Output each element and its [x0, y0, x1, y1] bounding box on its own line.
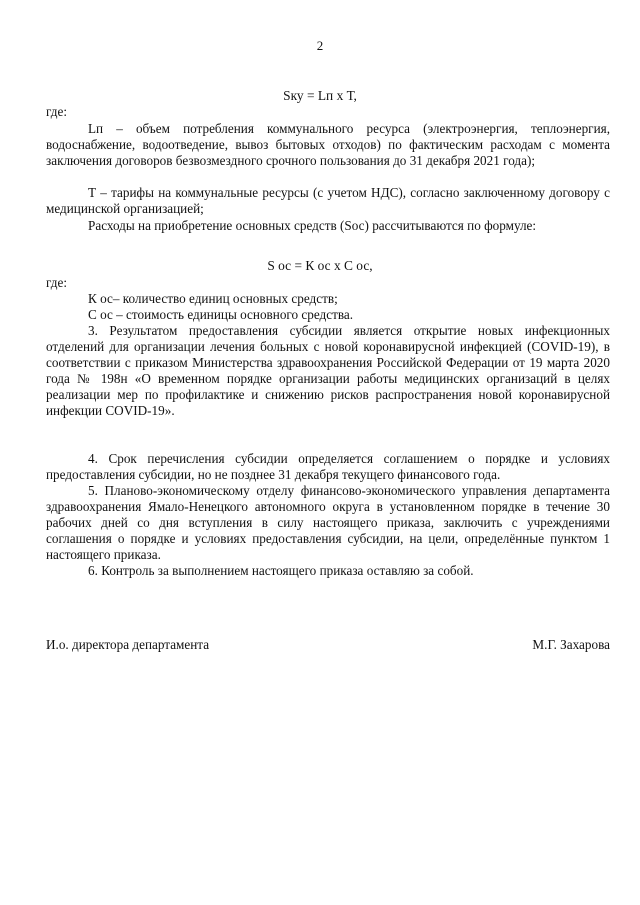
paragraph-fixed-assets-intro: Расходы на приобретение основных средств (Sос) рассчитываются по формуле: — [88, 218, 537, 233]
paragraph-lp-definition: Lп – объем потребления коммунального ресурса (электроэнергия, теплоэнергия, водоснабжение, водоотведение, вывоз бытовых отходов) по фактическим расходам с момента заключения договоров безвозмездного срочного пользования до 31 декабря 2021 года); — [46, 121, 610, 168]
where-label: где: — [46, 104, 67, 119]
formula-utilities: Sку = Lп х Т, — [283, 88, 357, 103]
signature-name: М.Г. Захарова — [532, 637, 610, 652]
signature-position: И.о. директора департамента — [46, 637, 210, 652]
signature-block — [46, 637, 610, 653]
paragraph-3-result: 3. Результатом предоставления субсидии является открытие новых инфекционных отделений для организации лечения больных с новой коронавирусной инфекцией (COVID-19), в соответствии с приказом Министерства здравоохранения Российской Федерации от 19 марта 2020 года № 198н «О временном порядке организации работы медицинских организаций в целях реализации мер по профилактике и снижению рисков распространения новой коронавирусной инфекции COVID-19». — [46, 323, 610, 418]
formula-fixed-assets: S ос = К ос х С ос, — [267, 258, 373, 273]
page-number: 2 — [316, 38, 324, 53]
paragraph-4-term: 4. Срок перечисления субсидии определяется соглашением о порядке и условиях предоставления субсидии, но не позднее 31 декабря текущего финансового года. — [46, 451, 610, 482]
paragraph-5-instruction: 5. Планово-экономическому отделу финансово-экономического управления департамента здравоохранения Ямало-Ненецкого автономного округа в установленном порядке в течение 30 рабочих дней со дня вступления в силу настоящего приказа, заключить с учреждениями соглашения о порядке и условиях предоставления субсидии, на цели, определённые пунктом 1 настоящего приказа. — [46, 483, 610, 562]
where-label: где: — [46, 275, 67, 290]
paragraph-cos-definition: С ос – стоимость единицы основного средства. — [88, 307, 354, 322]
paragraph-6-control: 6. Контроль за выполнением настоящего приказа оставляю за собой. — [88, 563, 474, 578]
paragraph-tariff-definition: Т – тарифы на коммунальные ресурсы (с учетом НДС), согласно заключенному договору с медицинской организацией; — [46, 185, 610, 216]
paragraph-kos-definition: К ос– количество единиц основных средств; — [88, 291, 338, 306]
